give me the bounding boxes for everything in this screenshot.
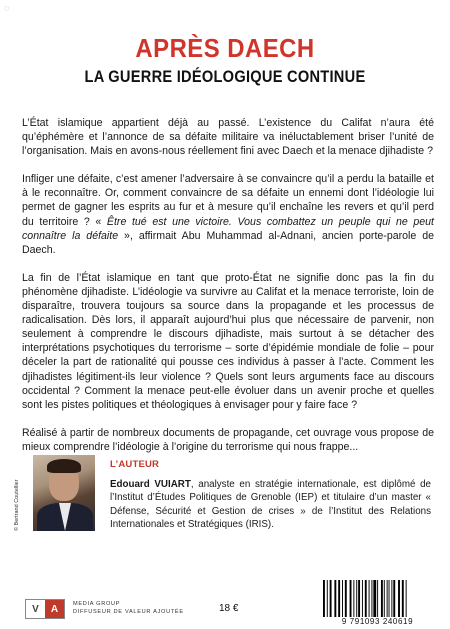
corner-mark-icon: ◌ <box>4 3 10 13</box>
publisher-logo-right: A <box>45 600 64 618</box>
barcode-number: 9 791093 240619 <box>341 617 414 626</box>
barcode <box>319 580 436 619</box>
author-heading: L’AUTEUR <box>110 459 160 470</box>
author-bio <box>110 478 431 531</box>
blurb-paragraph-1: L’État islamique appartient déjà au passé. L’existence du Califat n’aura été qu’éphémère et l’annonce de sa défaite militaire va inéluctablement briser l’unité de l’organisation. Mais en avons-nous réellement fini avec Daech et la menace djihadiste ? <box>22 117 434 158</box>
blurb <box>22 116 434 454</box>
barcode-bars <box>319 580 436 617</box>
blurb-quote: Être tué est une victoire. Vous combattez un peuple qui ne peut connaître la défaite <box>22 215 434 242</box>
publisher-line-1: MEDIA GROUP <box>73 601 121 607</box>
author-photo-hair <box>47 459 81 473</box>
author-name: Edouard VUIART <box>110 479 191 490</box>
author-photo <box>33 455 95 531</box>
price: 18 € <box>219 603 239 614</box>
author-bio-text: , analyste en stratégie internationale, est diplômé de l’Institut d’Études Politiques de Grenoble (IEP) et titulaire d’un master « Défense, Sécurité et Gestion de crises » de l’Institut des Relations Internationales et Stratégiques (IRIS). <box>110 479 432 530</box>
publisher-logo <box>25 599 65 619</box>
publisher-line-2: DIFFUSEUR DE VALEUR AJOUTÉE <box>73 609 184 615</box>
blurb-paragraph-2-text-b: », affirmait Abu Muhammad al-Adnani, ancien porte-parole de Daech. <box>22 229 434 256</box>
publisher-name <box>73 600 184 616</box>
blurb-paragraph-4: Réalisé à partir de nombreux documents de propagande, cet ouvrage vous propose de mieux comprendre l’idéologie à l’origine du terrorisme qui nous frappe... <box>22 426 434 453</box>
book-title: APRÈS DAECH <box>135 33 315 63</box>
publisher-logo-left: V <box>26 600 45 618</box>
blurb-paragraph-2-text-a: Infliger une défaite, c’est amener l’adversaire à se convaincre qu’il a perdu la bataille et à le reconnaître. Or, comment convaincre de sa défaite un ennemi dont l’idéologie lui permet de gagner les esprits au fur et à mesure qu’il enchaîne les revers et qu’il perd du territoire ? « <box>22 173 434 228</box>
photo-credit: © Bertrand Coutellier <box>14 479 20 531</box>
blurb-paragraph-3: La fin de l’État islamique en tant que proto-État ne signifie donc pas la fin du phénomène djihadiste. L’idéologie va survivre au Califat et la menace terroriste, loin de disparaître, trouvera toujours sa source dans la propagande et les processus de radicalisation. Dès lors, il apparaît aujourd’hui plus que nécessaire de parvenir, non seulement à comprendre le discours djihadiste, mais surtout à se détacher des interprétations psychotiques du terrorisme – sorte d’épidémie mondiale de folie – pour déceler la part de rationalité qui pousse ces individus à passer à l’acte. Comment les djihadistes légitiment-ils leur violence ? Quels sont leurs arguments face au discours occidental ? Comment la menace peut-elle évoluer dans un avenir proche et quelles sont les pistes politiques et théologiques à envisager pour y faire face ? <box>22 271 434 411</box>
blurb-paragraph-2 <box>22 172 434 257</box>
book-subtitle: LA GUERRE IDÉOLOGIQUE CONTINUE <box>84 67 366 86</box>
